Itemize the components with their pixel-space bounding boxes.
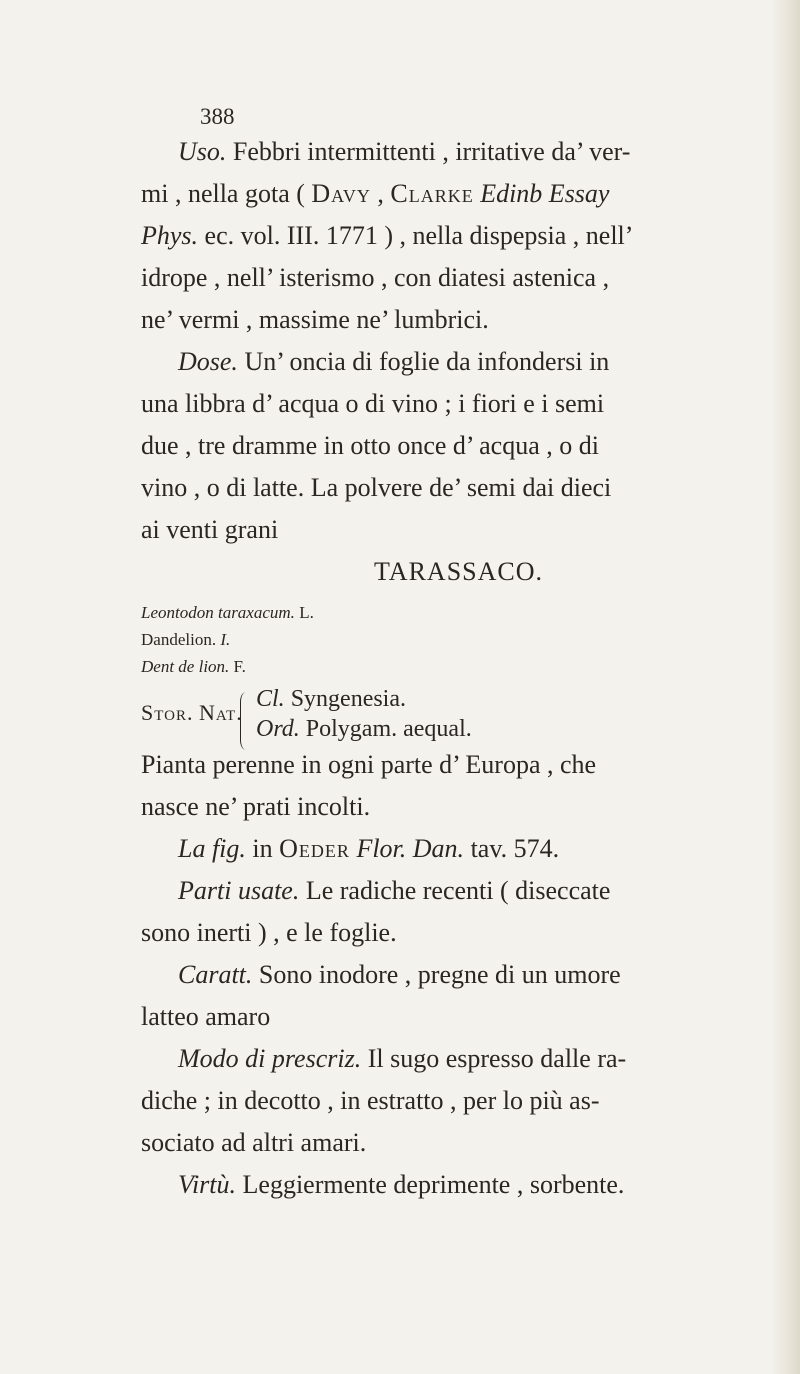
fig-line: La fig. in Oeder Flor. Dan. tav. 574. [178,834,560,863]
dose-label: Dose. [178,347,238,376]
modo-line-1: Modo di prescriz. Il sugo espresso dalle ra- [178,1044,627,1073]
section-title: TARASSACO. [374,557,544,586]
pianta-line-2: nasce ne’ prati incolti. [141,792,371,821]
uso-line-3: Phys. ec. vol. III. 1771 ) , nella dispepsia , nell’ [141,221,634,250]
uso-line-1: Uso. Febbri intermittenti , irritative da’ ver- [178,137,631,166]
ordo-line: Ord. Polygam. aequal. [256,716,472,742]
uso-line-4: idrope , nell’ isterismo , con diatesi astenica , [141,263,610,292]
modo-line-3: sociato ad altri amari. [141,1128,367,1157]
dose-line-1: Dose. Un’ oncia di foglie da infondersi in [178,347,610,376]
caratt-line-1: Caratt. Sono inodore , pregne di un umore [178,960,621,989]
uso-label: Uso. [178,137,227,166]
caratt-line-2: latteo amaro [141,1002,271,1031]
parti-line-2: sono inerti ) , e le foglie. [141,918,397,947]
parti-line-1: Parti usate. Le radiche recenti ( diseccate [178,876,611,905]
uso-line-5: ne’ vermi , massime ne’ lumbrici. [141,305,489,334]
synonym-english: Dandelion. I. [141,630,231,649]
dose-line-4: vino , o di latte. La polvere de’ semi dai dieci [141,473,612,502]
synonym-latin: Leontodon taraxacum. L. [141,603,314,622]
virtu-line: Virtù. Leggiermente deprimente , sorbente. [178,1170,625,1199]
classis-line: Cl. Syngenesia. [256,686,406,712]
dose-line-5: ai venti grani [141,515,279,544]
dose-line-3: due , tre dramme in otto once d’ acqua , o di [141,431,599,460]
page-edge-shadow [770,0,800,1374]
modo-line-2: diche ; in decotto , in estratto , per lo più as- [141,1086,600,1115]
synonym-french: Dent de lion. F. [141,657,246,676]
brace-mark [240,692,249,750]
page-number: 388 [200,104,235,129]
stor-nat-label: Stor. Nat. [141,700,243,725]
pianta-line-1: Pianta perenne in ogni parte d’ Europa , che [141,750,597,779]
uso-line-2: mi , nella gota ( Davy , Clarke Edinb Essay [141,179,610,208]
dose-line-2: una libbra d’ acqua o di vino ; i fiori e i semi [141,389,605,418]
